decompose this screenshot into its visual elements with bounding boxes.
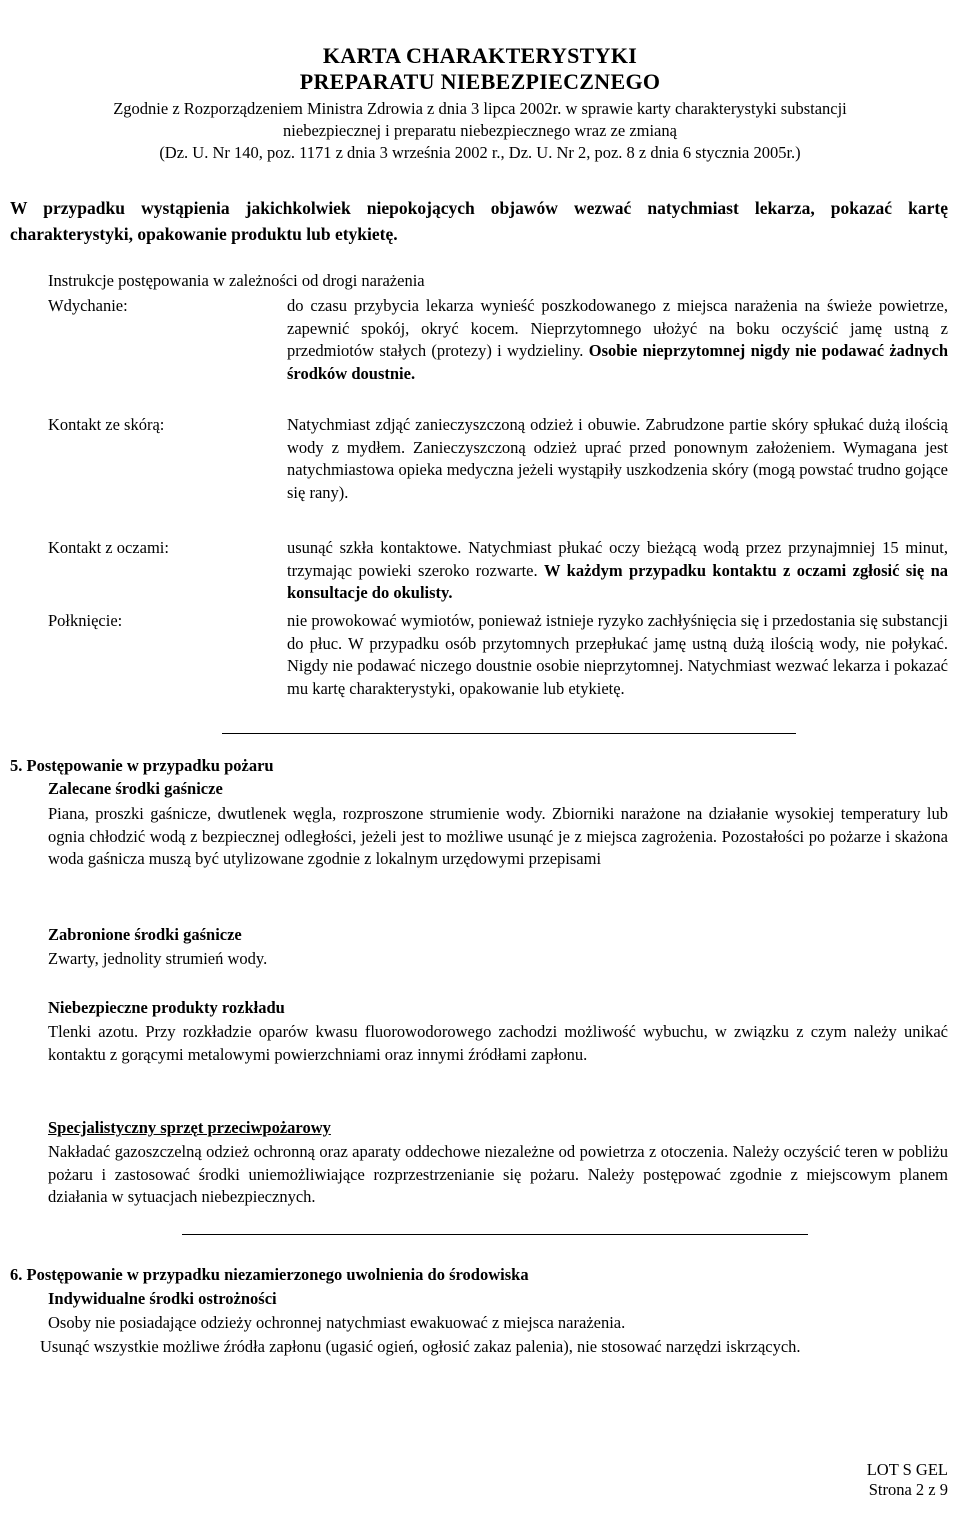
inhalation-text: do czasu przybycia lekarza wynieść poszkodowanego z miejsca narażenia na świeże powietrze, zapewnić spokój, okryć kocem. Nieprzytomnego ułożyć na boku oczyścić jamę ustną z przedmiotów stałych (protezy) i wydzieliny. Osobie nieprzytomnej nigdy nie podawać żadnych środków doustnie. [287, 296, 949, 383]
decomposition-text: Tlenki azotu. Przy rozkładzie oparów kwasu fluorowodorowego zachodzi możliwość wybuchu, w związku z czym należy unikać kontaktu z gorącymi metalowymi powierzchniami oraz innymi źródłami zapłonu. [48, 1022, 948, 1064]
equipment-text: Nakładać gazoszczelną odzież ochronną oraz aparaty oddechowe niezależne od powietrza z otoczenia. Należy oczyścić teren w pobliżu pożaru i zastosować środki uniemożliwiające rozprzestrzenianie się pożaru. Należy postępować zgodnie z miejscowym planem działania w sytuacjach niebezpiecznych. [48, 1142, 948, 1206]
equipment-heading: Specjalistyczny sprzęt przeciwpożarowy [48, 1118, 331, 1137]
doc-title: KARTA CHARAKTERYSTYKI [322, 43, 638, 68]
doc-subtitle: PREPARATU NIEBEZPIECZNEGO [299, 69, 661, 94]
footer-product: LOT S GEL [866, 1460, 948, 1479]
divider-line [182, 1234, 808, 1235]
personal-precautions-line-2: Usunąć wszystkie możliwe źródła zapłonu (ugasić ogień, ogłosić zakaz palenia), nie stosować narzędzi iskrzących. [40, 1337, 801, 1356]
regulation-line-2: niebezpiecznej i preparatu niebezpiecznego wraz ze zmianą [283, 121, 677, 140]
skin-contact-text: Natychmiast zdjąć zanieczyszczoną odzież i obuwie. Zabrudzone partie skóry spłukać dużą ilością wody z mydłem. Zanieczyszczoną odzież uprać przed ponownym założeniem. Wymagana jest natychmiastowa opieka medyczna jeżeli wystąpiły uszkodzenia skóry (mogą powstać trudno gojące się rany). [287, 415, 948, 502]
forbidden-media-heading: Zabronione środki gaśnicze [48, 925, 242, 944]
warning-text: W przypadku wystąpienia jakichkolwiek niepokojących objawów wezwać natychmiast lekarza, pokazać kartę charakterystyki, opakowanie produktu lub etykietę. [10, 198, 948, 244]
decomposition-heading: Niebezpieczne produkty rozkładu [48, 998, 285, 1017]
section-6-heading: 6. Postępowanie w przypadku niezamierzonego uwolnienia do środowiska [10, 1265, 529, 1284]
first-aid-heading: Instrukcje postępowania w zależności od drogi narażenia [48, 271, 425, 290]
forbidden-media-text: Zwarty, jednolity strumień wody. [48, 949, 268, 968]
skin-contact-label: Kontakt ze skórą: [48, 415, 165, 434]
personal-precautions-line-1: Osoby nie posiadające odzieży ochronnej natychmiast ewakuować z miejsca narażenia. [48, 1313, 626, 1332]
recommended-media-text: Piana, proszki gaśnicze, dwutlenek węgla, rozproszone strumienie wody. Zbiorniki narażone na działanie wysokiej temperatury lub ognia chłodzić wodą z bezpiecznej odległości, jeżeli jest to możliwe usunąć je z miejsca zagrożenia. Pozostałości po pożarze i skażona woda gaśnicza muszą być utylizowane zgodnie z lokalnym urzędowymi przepisami [48, 804, 948, 868]
ingestion-text: nie prowokować wymiotów, ponieważ istnieje ryzyko zachłyśnięcia się i przedostania się substancji do płuc. W przypadku osób przytomnych przepłukać jamę ustną dużą ilością wody, nie połykać. Nigdy nie podawać niczego doustnie osobie nieprzytomnej. Natychmiast wezwać lekarza i pokazać mu kartę charakterystyki, opakowanie lub etykietę. [287, 611, 948, 698]
personal-precautions-heading: Indywidualne środki ostrożności [48, 1289, 277, 1308]
divider-line [222, 733, 796, 734]
eye-contact-text: usunąć szkła kontaktowe. Natychmiast płukać oczy bieżącą wodą przez przynajmniej 15 minut, trzymając powieki szeroko rozwarte. W każdym przypadku kontaktu z oczami zgłosić się na konsultacje do okulisty. [287, 538, 949, 602]
ingestion-label: Połknięcie: [48, 611, 123, 630]
eye-contact-label: Kontakt z oczami: [48, 538, 169, 557]
section-5-heading: 5. Postępowanie w przypadku pożaru [10, 756, 274, 775]
footer-page-number: Strona 2 z 9 [868, 1480, 948, 1499]
recommended-media-heading: Zalecane środki gaśnicze [48, 779, 223, 798]
inhalation-label: Wdychanie: [48, 296, 128, 315]
regulation-line-1: Zgodnie z Rozporządzeniem Ministra Zdrowia z dnia 3 lipca 2002r. w sprawie karty charakterystyki substancji [113, 99, 847, 118]
regulation-line-3: (Dz. U. Nr 140, poz. 1171 z dnia 3 września 2002 r., Dz. U. Nr 2, poz. 8 z dnia 6 stycznia 2005r.) [159, 143, 801, 162]
